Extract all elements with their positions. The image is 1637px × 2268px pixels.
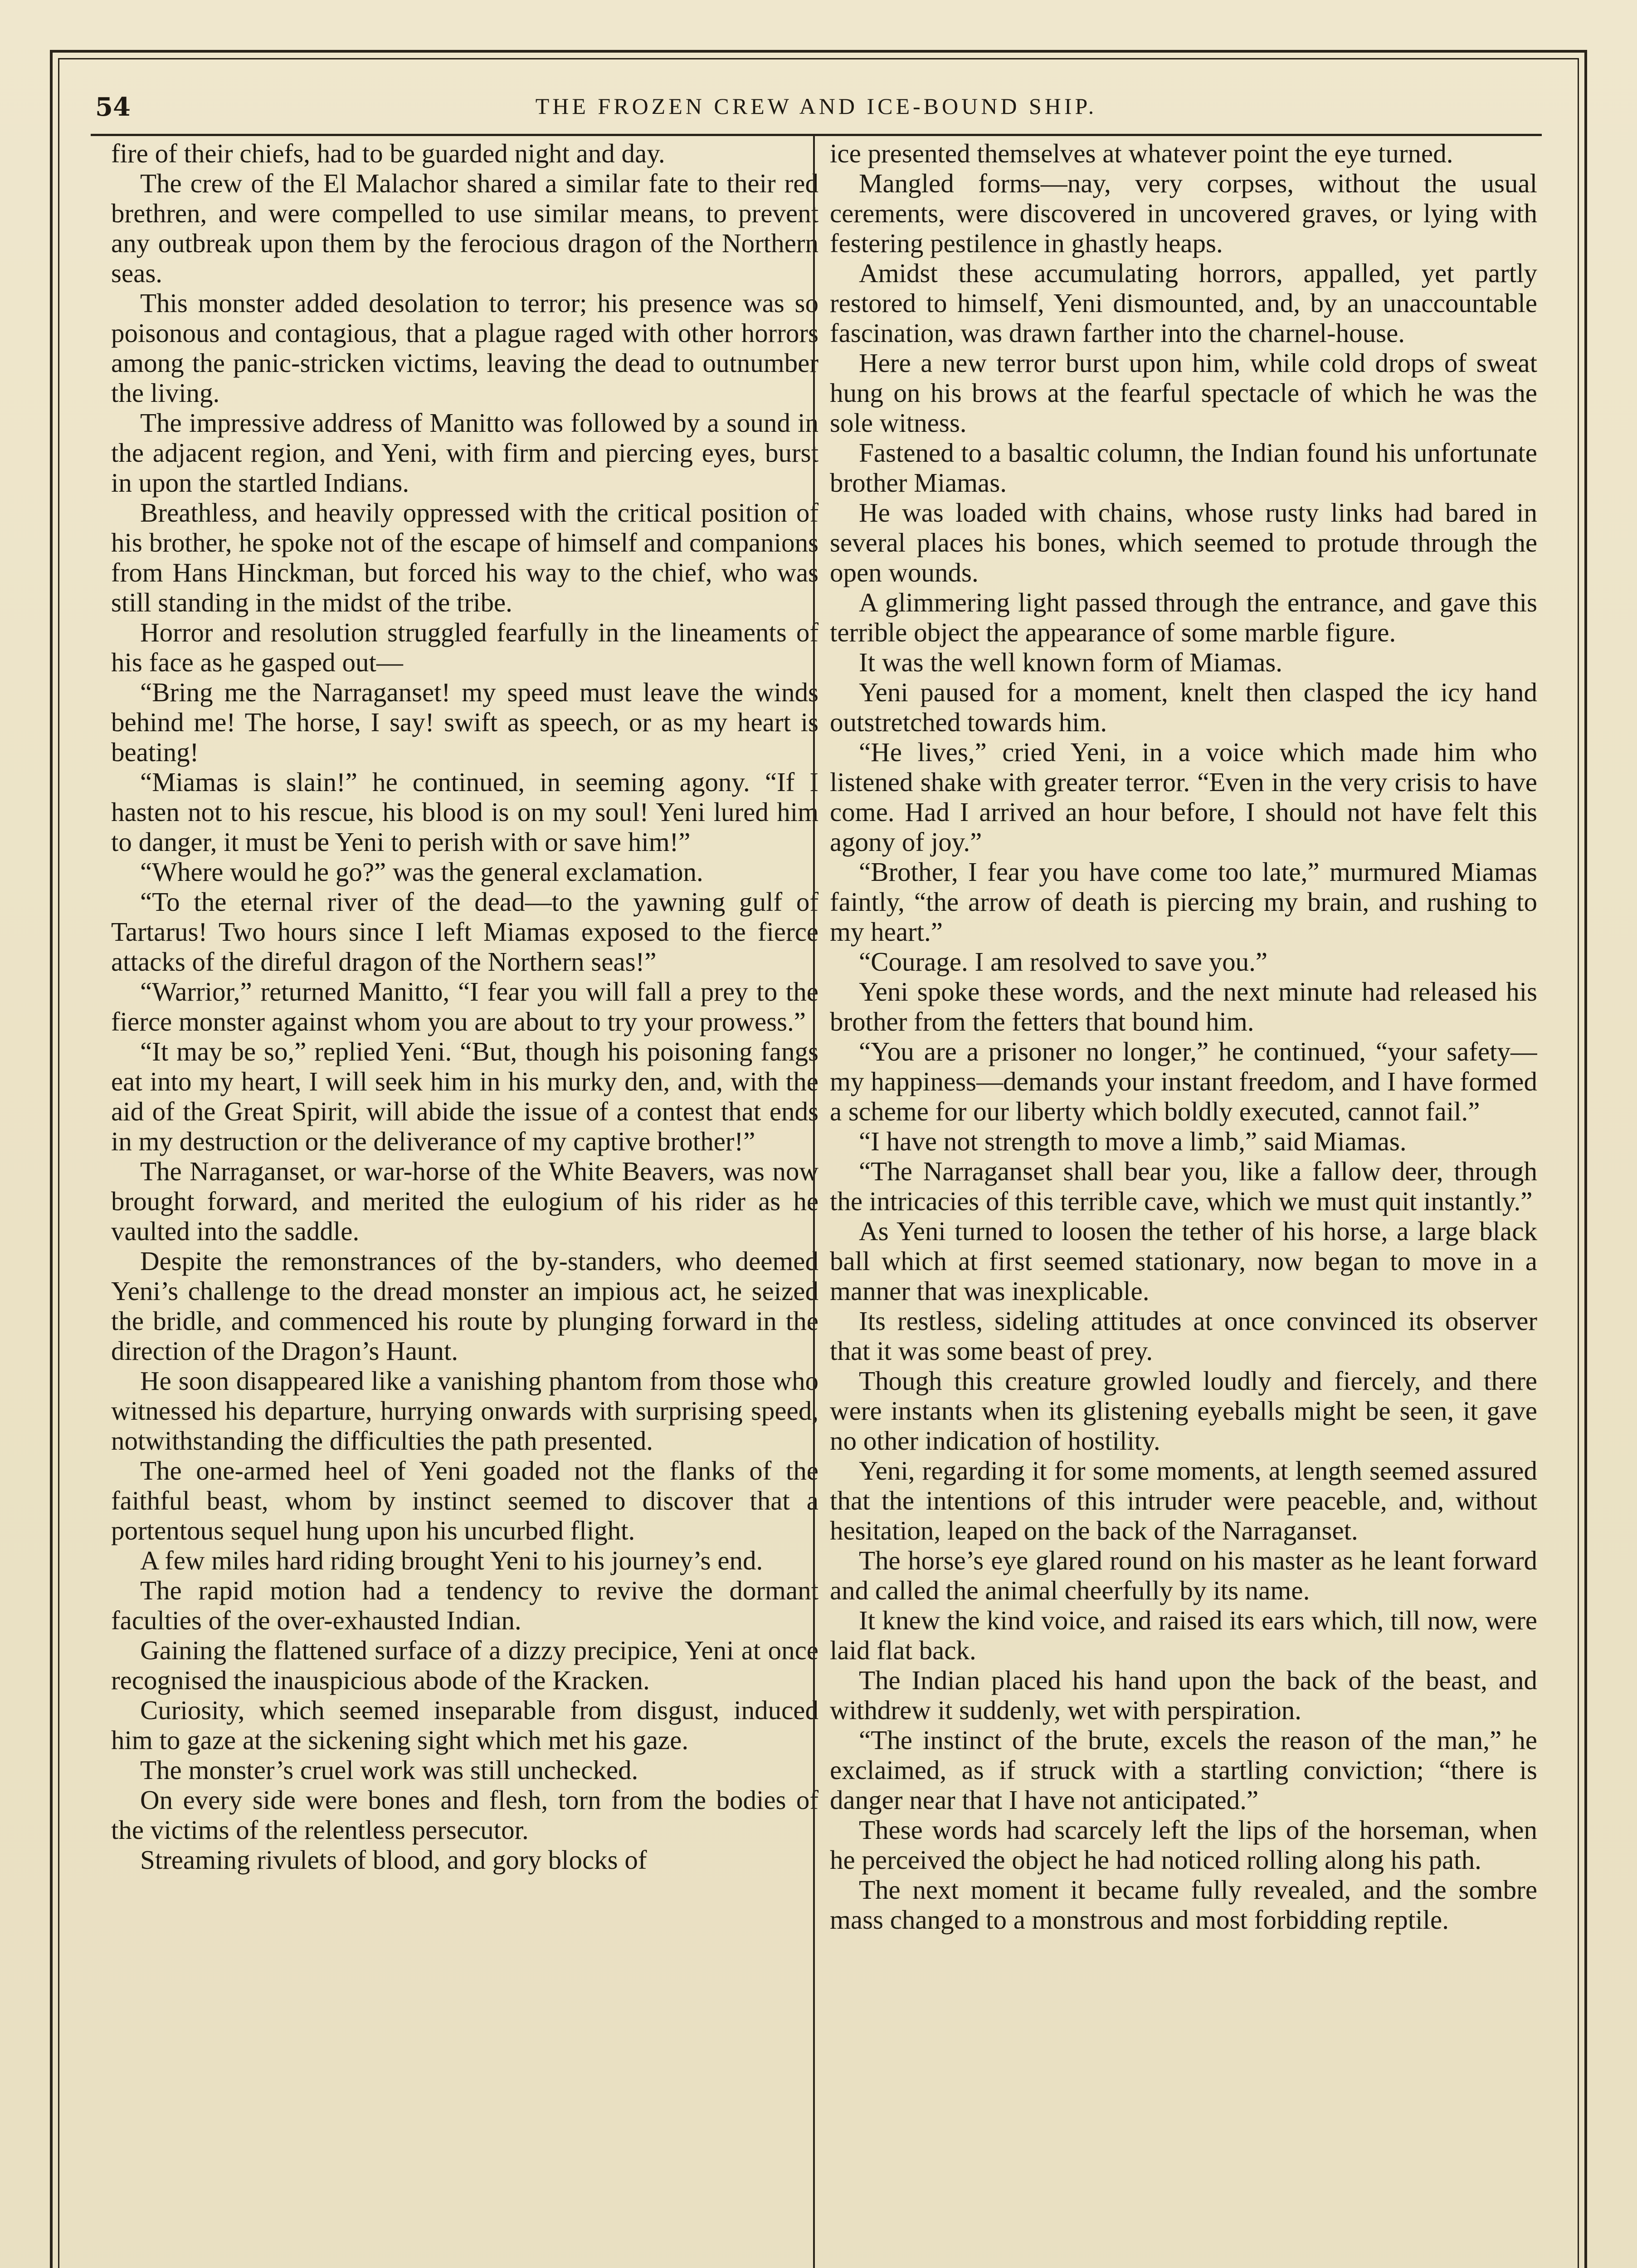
paragraph: Despite the remonstrances of the by-standers, who deemed Yeni’s challenge to the dread monster an impious act, he seized the bridle, and commenced his route by plunging forward in the direction of the Dragon’s Haunt. (111, 1246, 818, 1366)
paragraph: A few miles hard riding brought Yeni to his journey’s end. (140, 1545, 763, 1575)
paragraph: The crew of the El Malachor shared a similar fate to their red brethren, and were compelled to use similar means, to prevent any outbreak upon them by the ferocious dragon of the Northern seas. (111, 168, 818, 288)
paragraph: It was the well known form of Miamas. (859, 647, 1282, 677)
paragraph: Curiosity, which seemed inseparable from disgust, induced him to gaze at the sickening sight which met his gaze. (111, 1695, 818, 1755)
paragraph: A glimmering light passed through the entrance, and gave this terrible object the appearance of some marble figure. (830, 587, 1537, 647)
paragraph: Yeni paused for a moment, knelt then clasped the icy hand outstretched towards him. (830, 677, 1537, 737)
paragraph: Mangled forms—nay, very corpses, without the usual cerements, were discovered in uncovered graves, or lying with festering pestilence in ghastly heaps. (830, 168, 1537, 258)
paragraph: “To the eternal river of the dead—to the yawning gulf of Tartarus! Two hours since I left Miamas exposed to the fierce attacks of the direful dragon of the Northern seas!” (111, 887, 818, 977)
paragraph: Gaining the flattened surface of a dizzy precipice, Yeni at once recognised the inauspicious abode of the Kracken. (111, 1635, 818, 1695)
paragraph: “The instinct of the brute, excels the reason of the man,” he exclaimed, as if struck with a startling conviction; “there is danger near that I have not anticipated.” (830, 1725, 1537, 1815)
paragraph: “Warrior,” returned Manitto, “I fear you will fall a prey to the fierce monster against whom you are about to try your prowess.” (111, 977, 818, 1036)
column-divider (813, 136, 815, 2268)
paragraph: Horror and resolution struggled fearfully in the lineaments of his face as he gasped out— (111, 617, 818, 677)
paragraph: The one-armed heel of Yeni goaded not the flanks of the faithful beast, whom by instinct seemed to discover that a portentous sequel hung upon his uncurbed flight. (111, 1456, 818, 1545)
paragraph: He was loaded with chains, whose rusty links had bared in several places his bones, which seemed to protude through the open wounds. (830, 498, 1537, 587)
paragraph: “He lives,” cried Yeni, in a voice which made him who listened shake with greater terror. “Even in the very crisis to have come. Had I arrived an hour before, I should not have felt this agony of joy.” (830, 737, 1537, 857)
paragraph: Breathless, and heavily oppressed with the critical position of his brother, he spoke not of the escape of himself and companions from Hans Hinckman, but forced his way to the chief, who was still standing in the midst of the tribe. (111, 498, 818, 617)
continued-paragraph: fire of their chiefs, had to be guarded night and day. (111, 138, 665, 168)
paragraph: It knew the kind voice, and raised its ears which, till now, were laid flat back. (830, 1605, 1537, 1665)
paragraph: “The Narraganset shall bear you, like a fallow deer, through the intricacies of this terrible cave, which we must quit instantly.” (830, 1156, 1537, 1216)
paragraph: “Bring me the Narraganset! my speed must leave the winds behind me! The horse, I say! swift as speech, or as my heart is beating! (111, 677, 818, 767)
header-rule (91, 134, 1542, 136)
paragraph: The horse’s eye glared round on his master as he leant forward and called the animal cheerfully by its name. (830, 1545, 1537, 1605)
running-head: THE FROZEN CREW AND ICE-BOUND SHIP. (535, 93, 1097, 119)
page-header (95, 79, 1537, 129)
paragraph: On every side were bones and flesh, torn from the bodies of the victims of the relentless persecutor. (111, 1785, 818, 1845)
paragraph: The rapid motion had a tendency to revive the dormant faculties of the over-exhausted Indian. (111, 1575, 818, 1635)
paragraph: Fastened to a basaltic column, the Indian found his unfortunate brother Miamas. (830, 438, 1537, 498)
paragraph: As Yeni turned to loosen the tether of his horse, a large black ball which at first seemed stationary, now began to move in a manner that was inexplicable. (830, 1216, 1537, 1306)
paragraph: Amidst these accumulating horrors, appalled, yet partly restored to himself, Yeni dismounted, and, by an unaccountable fascination, was drawn farther into the charnel-house. (830, 258, 1537, 348)
page-number: 54 (95, 92, 131, 122)
paragraph: Streaming rivulets of blood, and gory blocks of (140, 1845, 647, 1875)
paragraph: Here a new terror burst upon him, while cold drops of sweat hung on his brows at the fearful spectacle of which he was the sole witness. (830, 348, 1537, 438)
paragraph: Its restless, sideling attitudes at once convinced its observer that it was some beast of prey. (830, 1306, 1537, 1366)
paragraph: This monster added desolation to terror; his presence was so poisonous and contagious, that a plague raged with other horrors among the panic-stricken victims, leaving the dead to outnumber the living. (111, 288, 818, 408)
paragraph: “Courage. I am resolved to save you.” (859, 947, 1268, 977)
left-column (111, 138, 818, 2268)
continued-paragraph: ice presented themselves at whatever point the eye turned. (830, 138, 1453, 168)
paragraph: The impressive address of Manitto was followed by a sound in the adjacent region, and Yeni, with firm and piercing eyes, burst in upon the startled Indians. (111, 408, 818, 498)
paragraph: “I have not strength to move a limb,” said Miamas. (859, 1126, 1407, 1156)
paragraph: Yeni, regarding it for some moments, at length seemed assured that the intentions of this intruder were peaceble, and, without hesitation, leaped on the back of the Narraganset. (830, 1456, 1537, 1545)
paragraph: “Where would he go?” was the general exclamation. (140, 857, 703, 887)
paragraph: “Miamas is slain!” he continued, in seeming agony. “If I hasten not to his rescue, his blood is on my soul! Yeni lured him to danger, it must be Yeni to perish with or save him!” (111, 767, 818, 857)
paragraph: “Brother, I fear you have come too late,” murmured Miamas faintly, “the arrow of death is piercing my brain, and rushing to my heart.” (830, 857, 1537, 947)
paragraph: The Indian placed his hand upon the back of the beast, and withdrew it suddenly, wet with perspiration. (830, 1665, 1537, 1725)
paragraph: “It may be so,” replied Yeni. “But, though his poisoning fangs eat into my heart, I will seek him in his murky den, and, with the aid of the Great Spirit, will abide the issue of a contest that ends in my destruction or the deliverance of my captive brother!” (111, 1036, 818, 1156)
paragraph: “You are a prisoner no longer,” he continued, “your safety—my happiness—demands your instant freedom, and I have formed a scheme for our liberty which boldly executed, cannot fail.” (830, 1036, 1537, 1126)
paragraph: Though this creature growled loudly and fiercely, and there were instants when its glistening eyeballs might be seen, it gave no other indication of hostility. (830, 1366, 1537, 1456)
paragraph: The next moment it became fully revealed, and the sombre mass changed to a monstrous and most forbidding reptile. (830, 1875, 1537, 1935)
right-column (830, 138, 1537, 2268)
paragraph: The monster’s cruel work was still unchecked. (140, 1755, 638, 1785)
paragraph: These words had scarcely left the lips of the horseman, when he perceived the object he had noticed rolling along his path. (830, 1815, 1537, 1875)
paragraph: The Narraganset, or war-horse of the White Beavers, was now brought forward, and merited the eulogium of his rider as he vaulted into the saddle. (111, 1156, 818, 1246)
paragraph: He soon disappeared like a vanishing phantom from those who witnessed his departure, hurrying onwards with surprising speed, notwithstanding the difficulties the path presented. (111, 1366, 818, 1456)
paragraph: Yeni spoke these words, and the next minute had released his brother from the fetters that bound him. (830, 977, 1537, 1036)
